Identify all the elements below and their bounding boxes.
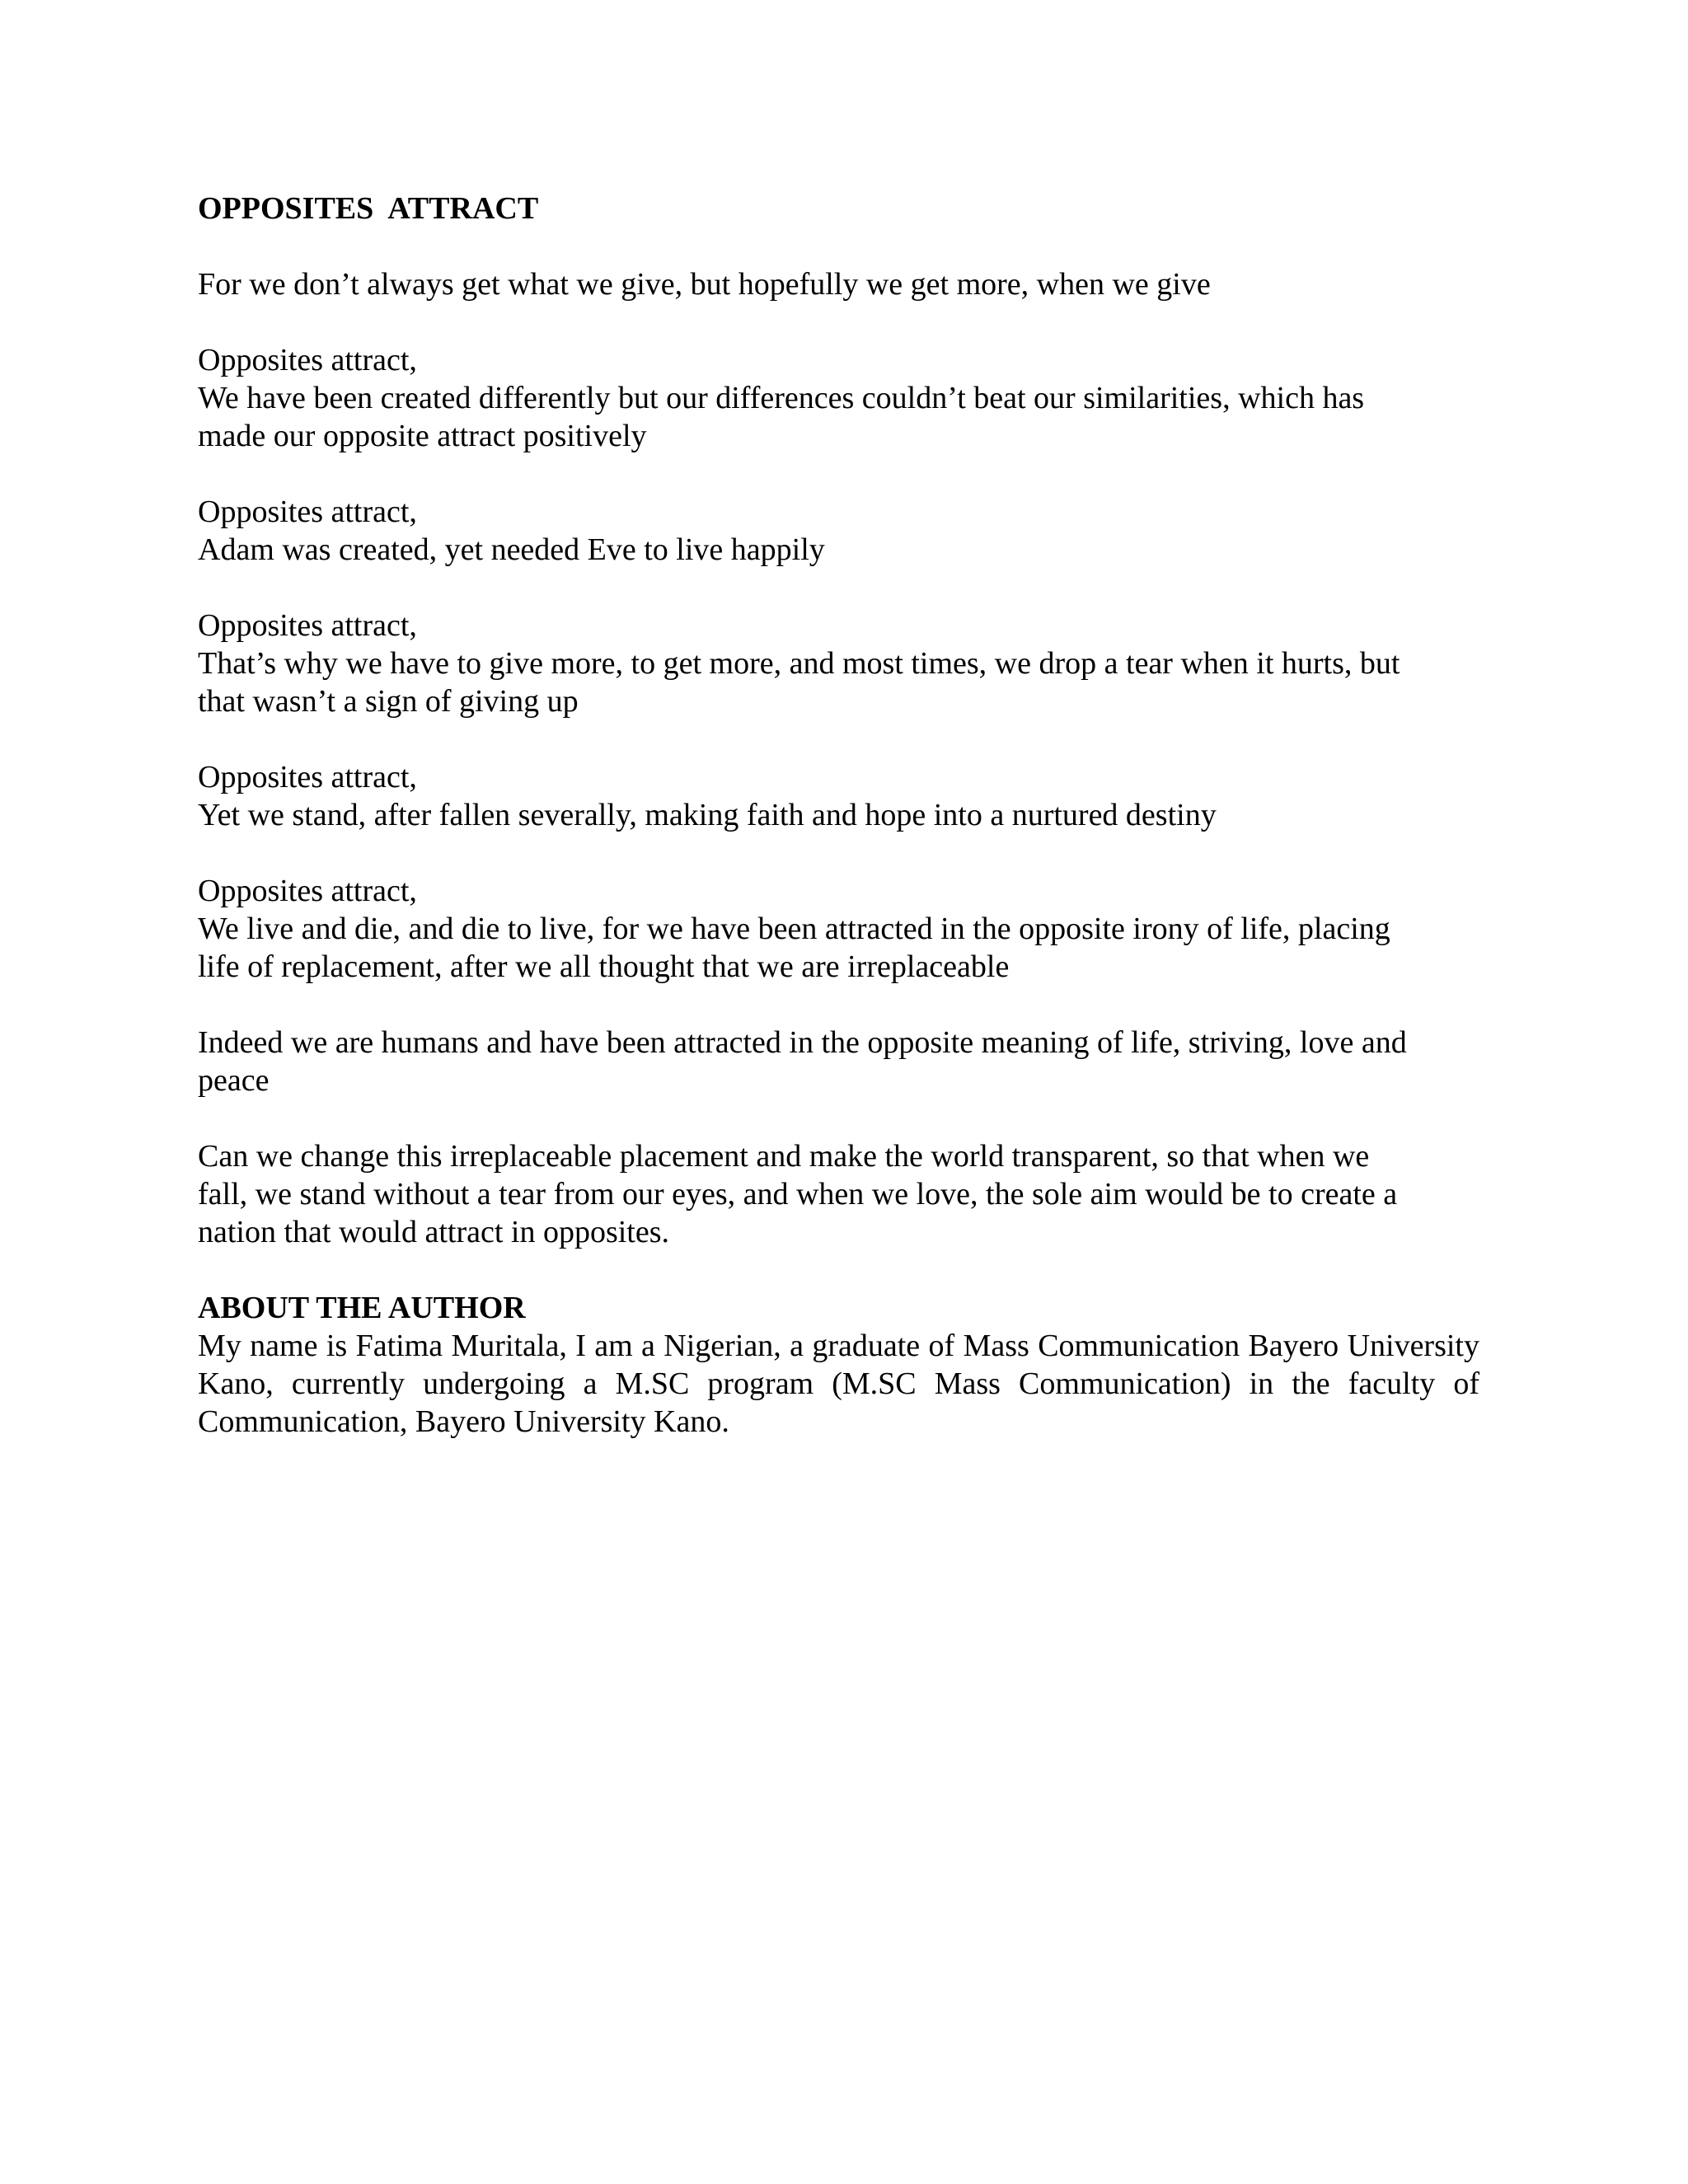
stanza-4 — [198, 758, 1475, 834]
paragraph-humans — [198, 1024, 1475, 1099]
paragraph-line: Indeed we are humans and have been attracted in the opposite meaning of life, striving, love and — [198, 1025, 1407, 1060]
stanza-refrain: Opposites attract, — [198, 494, 417, 529]
about-author-body: My name is Fatima Muritala, I am a Nigerian, a graduate of Mass Communication Bayero University Kano, currently undergoing a M.SC program (M.SC Mass Communication) in the faculty of Communication, Bayero University Kano. — [198, 1329, 1479, 1439]
stanza-refrain: Opposites attract, — [198, 760, 417, 794]
stanza-line: life of replacement, after we all thought that we are irreplaceable — [198, 949, 1010, 984]
about-author-section — [198, 1289, 1479, 1441]
about-author-heading: ABOUT THE AUTHOR — [198, 1291, 526, 1325]
document-page — [198, 190, 1479, 1441]
stanza-line: that wasn’t a sign of giving up — [198, 684, 579, 719]
stanza-5 — [198, 872, 1475, 986]
stanza-refrain: Opposites attract, — [198, 343, 417, 377]
stanza-line: We have been created differently but our differences couldn’t beat our similarities, which has — [198, 381, 1365, 415]
stanza-line: made our opposite attract positively — [198, 419, 647, 453]
paragraph-line: nation that would attract in opposites. — [198, 1215, 670, 1249]
stanza-refrain: Opposites attract, — [198, 874, 417, 908]
stanza-line: We live and die, and die to live, for we have been attracted in the opposite irony of life, placing — [198, 912, 1390, 946]
stanza-3 — [198, 607, 1475, 720]
paragraph-line: Can we change this irreplaceable placement and make the world transparent, so that when we — [198, 1139, 1370, 1174]
stanza-refrain: Opposites attract, — [198, 608, 417, 643]
paragraph-change — [198, 1137, 1475, 1251]
stanza-line: Adam was created, yet needed Eve to live happily — [198, 532, 825, 567]
document-title: OPPOSITES ATTRACT — [198, 191, 539, 226]
lead-line: For we don’t always get what we give, but hopefully we get more, when we give — [198, 267, 1211, 302]
title-block — [198, 190, 1475, 227]
paragraph-line: fall, we stand without a tear from our eyes, and when we love, the sole aim would be to create a — [198, 1177, 1398, 1212]
paragraph-line: peace — [198, 1063, 270, 1098]
stanza-line: That’s why we have to give more, to get more, and most times, we drop a tear when it hurts, but — [198, 646, 1400, 681]
stanza-1 — [198, 341, 1475, 455]
stanza-line: Yet we stand, after fallen severally, making faith and hope into a nurtured destiny — [198, 798, 1217, 832]
stanza-2 — [198, 493, 1475, 569]
